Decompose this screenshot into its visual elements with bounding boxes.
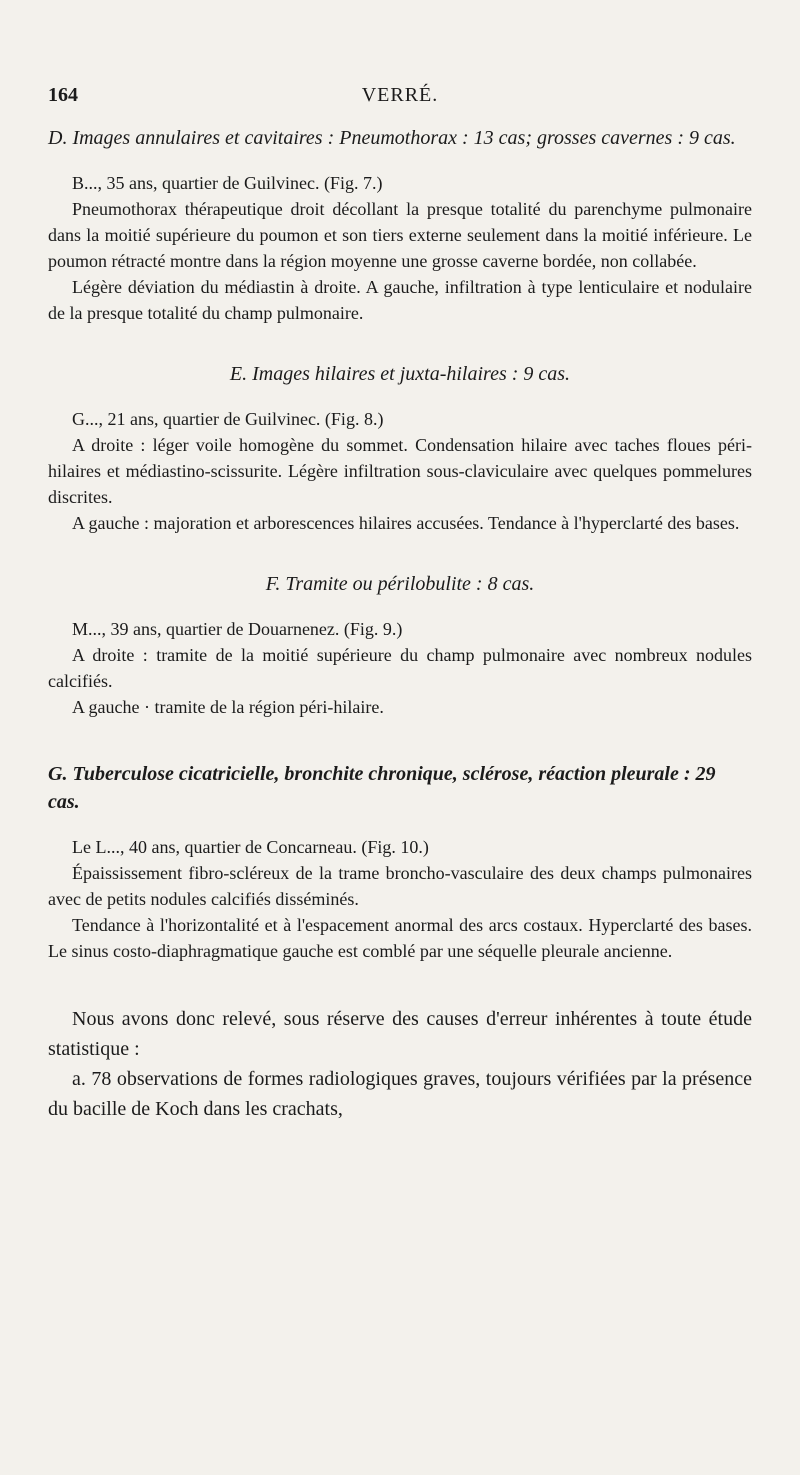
- page-number: 164: [48, 84, 78, 106]
- case-line-g: Le L..., 40 ans, quartier de Concarneau. (Fig. 10.): [72, 837, 429, 857]
- paragraph-d-1: Pneumothorax thérapeutique droit décollant la presque totalité du parenchyme pulmonaire dans la moitié supérieure du poumon et son tiers externe seulement dans la moitié inférieure. Le poumon rétracté montre dans la région moyenne une grosse caverne bordée, non collabée.: [48, 199, 752, 271]
- paragraph-e-1: A droite : léger voile homogène du sommet. Condensation hilaire avec taches floues péri-hilaires et médiastino-scissurite. Légère infiltration sous-claviculaire avec quelques pommelures discrites.: [48, 435, 752, 507]
- conclusion-intro: Nous avons donc relevé, sous réserve des causes d'erreur inhérentes à toute étude statistique :: [48, 1008, 752, 1060]
- conclusion: [48, 1004, 752, 1124]
- section-heading-f: F. Tramite ou périlobulite : 8 cas.: [265, 573, 535, 595]
- running-title: VERRÉ.: [361, 84, 439, 106]
- paragraph-g-1: Épaississement fibro-scléreux de la trame broncho-vasculaire des deux champs pulmonaires avec de petits nodules calcifiés disséminés.: [48, 863, 752, 909]
- page-header: [48, 84, 752, 110]
- case-line-e: G..., 21 ans, quartier de Guilvinec. (Fig. 8.): [72, 409, 384, 429]
- page-body: [48, 124, 752, 1124]
- paragraph-g-2: Tendance à l'horizontalité et à l'espacement anormal des arcs costaux. Hyperclarté des bases. Le sinus costo-diaphragmatique gauche est comblé par une séquelle pleurale ancienne.: [48, 915, 752, 961]
- conclusion-item-a: a. 78 observations de formes radiologiques graves, toujours vérifiées par la présence du bacille de Koch dans les crachats,: [48, 1068, 752, 1120]
- section-heading-e: E. Images hilaires et juxta-hilaires : 9 cas.: [229, 363, 571, 385]
- case-line-f: M..., 39 ans, quartier de Douarnenez. (Fig. 9.): [72, 619, 403, 639]
- paragraph-f-2: A gauche · tramite de la région péri-hilaire.: [72, 697, 384, 717]
- paragraph-e-2: A gauche : majoration et arborescences hilaires accusées. Tendance à l'hyperclarté des bases.: [72, 513, 740, 533]
- section-heading-d: D. Images annulaires et cavitaires : Pneumothorax : 13 cas; grosses cavernes : 9 cas.: [48, 127, 736, 149]
- paragraph-f-1: A droite : tramite de la moitié supérieure du champ pulmonaire avec nombreux nodules calcifiés.: [48, 645, 752, 691]
- case-line-d: B..., 35 ans, quartier de Guilvinec. (Fig. 7.): [72, 173, 383, 193]
- paragraph-d-2: Légère déviation du médiastin à droite. A gauche, infiltration à type lenticulaire et nodulaire de la presque totalité du champ pulmonaire.: [48, 277, 752, 323]
- section-heading-g: G. Tuberculose cicatricielle, bronchite chronique, sclérose, réaction pleurale : 29 cas.: [48, 763, 716, 813]
